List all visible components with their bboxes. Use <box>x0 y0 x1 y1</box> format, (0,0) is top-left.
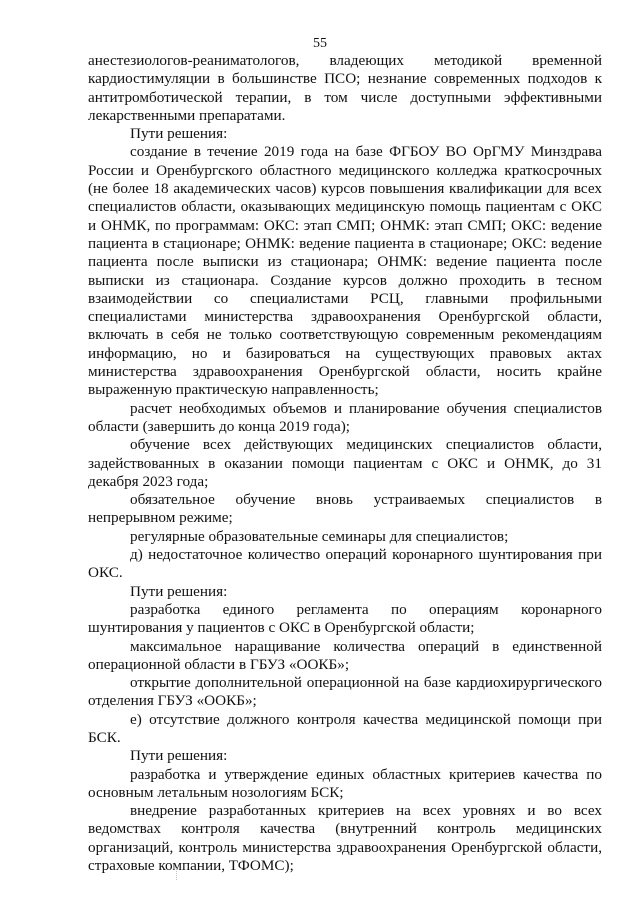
paragraph-training-all-specialists: обучение всех действующих медицинских специалистов области, задействованных в оказании помощи пациентам с ОКС и ОНМК, до 31 декабря 2023 года; <box>88 436 602 490</box>
paragraph-training-planning: расчет необходимых объемов и планирование обучения специалистов области (завершить до конца 2019 года); <box>88 399 602 435</box>
paragraph-training-courses: создание в течение 2019 года на базе ФГБОУ ВО ОрГМУ Минздрава России и Оренбургского областного медицинского колледжа краткосрочных (не более 18 академических часов) курсов повышения квалификации для всех специалистов области, оказывающих медицинскую помощь пациентам с ОКС и ОНМК, по программам: ОКС: этап СМП; ОНМК: этап СМП; ОКС: ведение пациента в стационаре; ОНМК: ведение пациента в стационаре; ОКС: ведение пациента после выписки из стационара; ОНМК: ведение пациента после выписки из стационара. Создание курсов должно проходить в тесном взаимодействии со специалистами РСЦ, главными профильными специалистами министерства здравоохранения Оренбургской области, включать в себя не только соответствующую современным рекомендациям информацию, но и базироваться на существующих правовых актах министерства здравоохранения Оренбургской области, носить крайне выраженную практическую направленность; <box>88 143 602 399</box>
paragraph-continuous-training: обязательное обучение вновь устраиваемых специалистов в непрерывном режиме; <box>88 491 602 527</box>
paragraph-seminars: регулярные образовательные семинары для специалистов; <box>130 527 509 545</box>
body-text <box>88 52 602 875</box>
paragraph-problem-e: е) отсутствие должного контроля качества медицинской помощи при БСК. <box>88 710 602 746</box>
paragraph-cabg-regulation: разработка единого регламента по операциям коронарного шунтирования у пациентов с ОКС в Оренбургской области; <box>88 600 602 637</box>
paragraph-solutions-heading: Пути решения: <box>130 582 228 600</box>
paragraph-increase-operations: максимальное наращивание количества операций в единственной операционной области в ГБУЗ «ООКБ»; <box>88 637 602 673</box>
paragraph-solutions-heading: Пути решения: <box>130 125 228 143</box>
paragraph-criteria-implementation: внедрение разработанных критериев на всех уровнях и во всех ведомствах контроля качества (внутренний контроль медицинских организаций, контроль министерства здравоохранения Оренбургской области, страховые компании, ТФОМС); <box>88 802 602 875</box>
paragraph-additional-operating-room: открытие дополнительной операционной на базе кардиохирургического отделения ГБУЗ «ООКБ»; <box>88 674 602 710</box>
paragraph-anesthesiologists-shortage: анестезиологов-реаниматологов, владеющих методикой временной кардиостимуляции в большинстве ПСО; незнание современных подходов к антитромботической терапии, в том числе доступными эффективными лекарственными препаратами. <box>88 52 602 124</box>
paragraph-solutions-heading: Пути решения: <box>130 747 228 765</box>
paragraph-problem-d: д) недостаточное количество операций коронарного шунтирования при ОКС. <box>88 546 602 582</box>
paragraph-quality-criteria: разработка и утверждение единых областных критериев качества по основным летальным нозологиям БСК; <box>88 765 602 801</box>
scan-artifact <box>176 868 179 880</box>
page-number: 55 <box>313 36 327 51</box>
